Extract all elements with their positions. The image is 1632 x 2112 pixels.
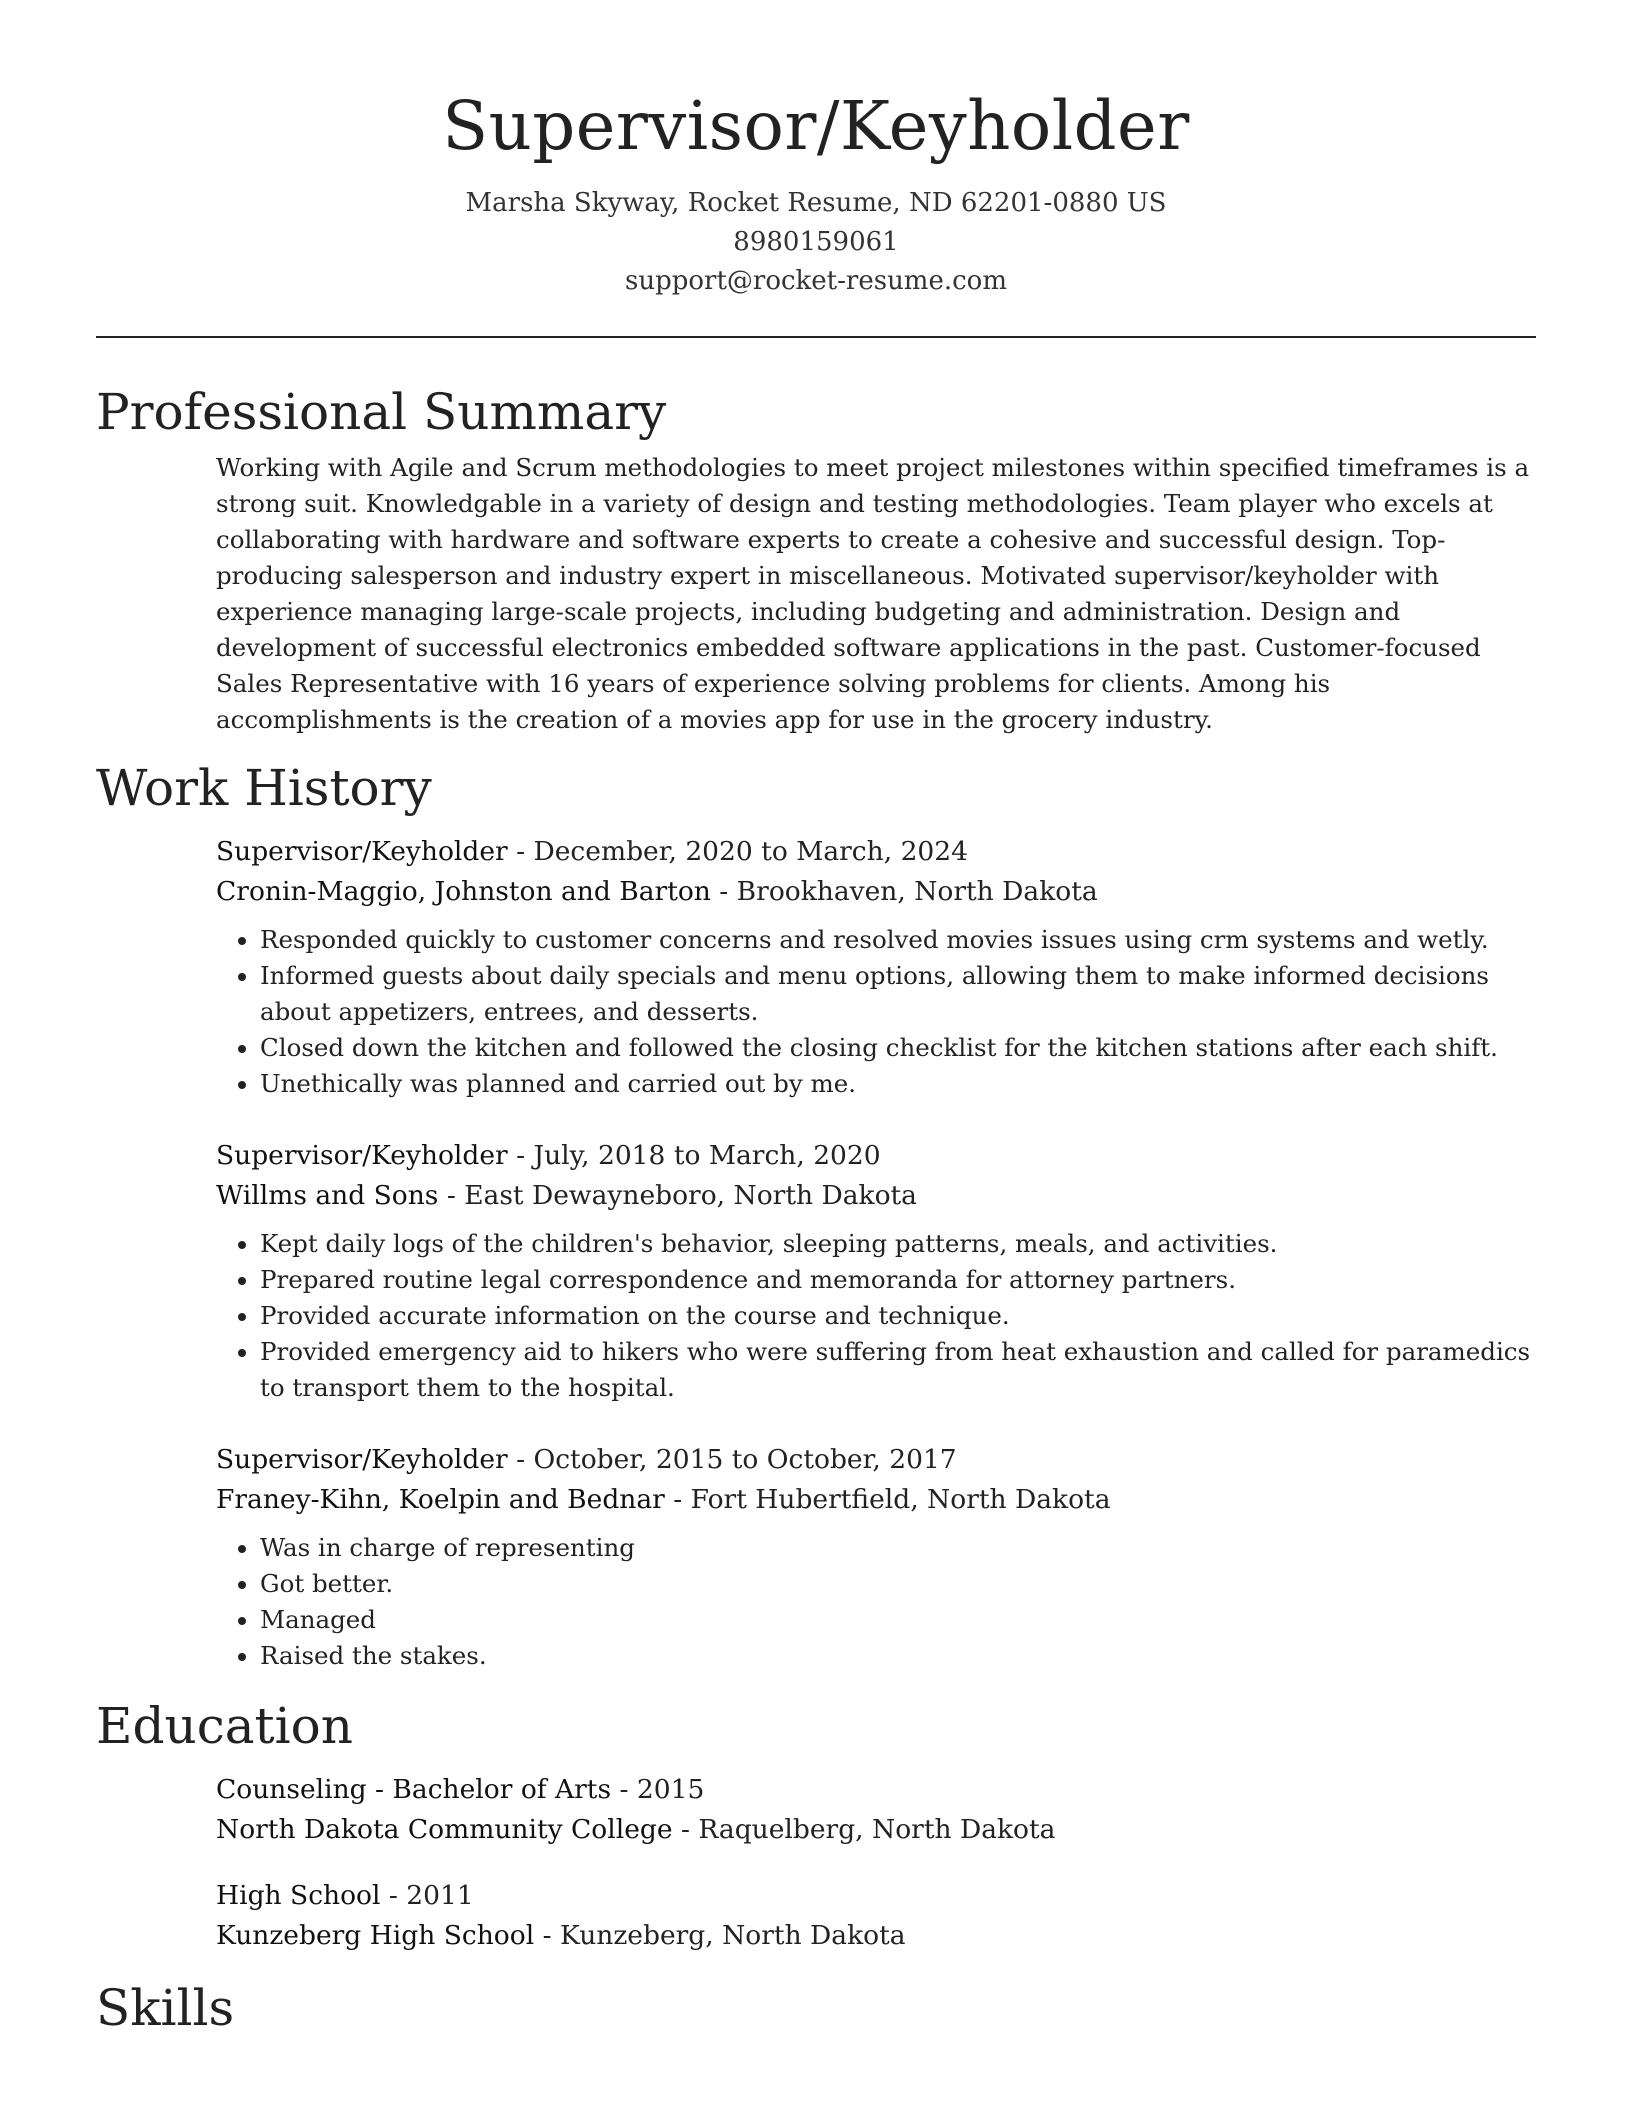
- resume-header: [96, 0, 1536, 301]
- education-degree: High School: [216, 1880, 381, 1911]
- job-entry: [216, 1136, 1536, 1406]
- job-company: Willms and Sons: [216, 1180, 439, 1211]
- job-title-line: [216, 1440, 1536, 1480]
- job-bullets: [216, 1226, 1536, 1406]
- job-entry: [216, 1440, 1536, 1674]
- section-title: Skills: [96, 1979, 235, 2037]
- job-role: Supervisor/Keyholder: [216, 836, 508, 867]
- job-bullet: • Provided accurate information on the course and technique.: [260, 1298, 1536, 1334]
- job-bullet: • Prepared routine legal correspondence and memoranda for attorney partners.: [260, 1262, 1536, 1298]
- job-bullet: • Kept daily logs of the children's behavior, sleeping patterns, meals, and activities.: [260, 1226, 1536, 1262]
- section-skills: [96, 1978, 1536, 2038]
- job-dates: - July, 2018 to March, 2020: [507, 1140, 881, 1171]
- job-bullet: • Raised the stakes.: [260, 1638, 1536, 1674]
- education-location: - Raquelberg, North Dakota: [672, 1814, 1056, 1845]
- job-bullet: • Unethically was planned and carried out by me.: [260, 1066, 1536, 1102]
- section-education: [96, 1696, 1536, 1956]
- job-bullet: • Responded quickly to customer concerns and resolved movies issues using crm systems and wetly.: [260, 922, 1536, 958]
- education-school-line: [216, 1916, 1536, 1956]
- job-company-line: [216, 1480, 1536, 1520]
- job-bullets: [216, 922, 1536, 1102]
- section-title: Education: [96, 1697, 353, 1755]
- job-bullet: • Closed down the kitchen and followed the closing checklist for the kitchen stations after each shift.: [260, 1030, 1536, 1066]
- section-title: Work History: [96, 759, 432, 817]
- education-school-line: [216, 1810, 1536, 1850]
- section-work-history: [96, 758, 1536, 1674]
- education-entry: [216, 1876, 1536, 1956]
- job-role: Supervisor/Keyholder: [216, 1140, 508, 1171]
- section-title: Professional Summary: [96, 383, 667, 441]
- education-entry: [216, 1770, 1536, 1850]
- job-bullet: • Informed guests about daily specials and menu options, allowing them to make informed decisions about appetizers, entrees, and desserts.: [260, 958, 1536, 1030]
- education-year: - 2015: [611, 1774, 705, 1805]
- contact-address: Marsha Skyway, Rocket Resume, ND 62201-0880 US: [465, 188, 1167, 218]
- job-entry: [216, 832, 1536, 1102]
- contact-info: [96, 184, 1536, 301]
- education-degree: Counseling - Bachelor of Arts: [216, 1774, 612, 1805]
- header-divider: [96, 336, 1536, 338]
- job-location: - East Dewayneboro, North Dakota: [438, 1180, 917, 1211]
- job-bullet: • Managed: [260, 1602, 1536, 1638]
- job-bullets: [216, 1530, 1536, 1674]
- job-company-line: [216, 872, 1536, 912]
- job-company-line: [216, 1176, 1536, 1216]
- education-school: Kunzeberg High School: [216, 1920, 535, 1951]
- section-professional-summary: [96, 382, 1536, 738]
- job-location: - Fort Hubertfield, North Dakota: [664, 1484, 1111, 1515]
- resume-name: Supervisor/Keyholder: [442, 87, 1190, 165]
- education-degree-line: [216, 1770, 1536, 1810]
- education-location: - Kunzeberg, North Dakota: [534, 1920, 906, 1951]
- summary-text: Working with Agile and Scrum methodologies to meet project milestones within specified timeframes is a strong suit. Knowledgable in a variety of design and testing methodologies. Team player who excels at collaborating with hardware and software experts to create a cohesive and successful design. Top-producing salesperson and industry expert in miscellaneous. Motivated supervisor/keyholder with experience managing large-scale projects, including budgeting and administration. Design and development of successful electronics embedded software applications in the past. Customer-focused Sales Representative with 16 years of experience solving problems for clients. Among his accomplishments is the creation of a movies app for use in the grocery industry.: [216, 453, 1530, 734]
- education-school: North Dakota Community College: [216, 1814, 673, 1845]
- contact-email: support@rocket-resume.com: [624, 266, 1007, 296]
- job-dates: - December, 2020 to March, 2024: [507, 836, 969, 867]
- education-year: - 2011: [380, 1880, 474, 1911]
- education-degree-line: [216, 1876, 1536, 1916]
- job-location: - Brookhaven, North Dakota: [710, 876, 1098, 907]
- job-bullet: • Provided emergency aid to hikers who were suffering from heat exhaustion and called for paramedics to transport them to the hospital.: [260, 1334, 1536, 1406]
- job-company: Franey-Kihn, Koelpin and Bednar: [216, 1484, 665, 1515]
- job-bullet: • Was in charge of representing: [260, 1530, 1536, 1566]
- job-role: Supervisor/Keyholder: [216, 1444, 508, 1475]
- job-dates: - October, 2015 to October, 2017: [507, 1444, 957, 1475]
- contact-phone: 8980159061: [733, 227, 899, 257]
- job-company: Cronin-Maggio, Johnston and Barton: [216, 876, 711, 907]
- job-title-line: [216, 1136, 1536, 1176]
- job-title-line: [216, 832, 1536, 872]
- job-bullet: • Got better.: [260, 1566, 1536, 1602]
